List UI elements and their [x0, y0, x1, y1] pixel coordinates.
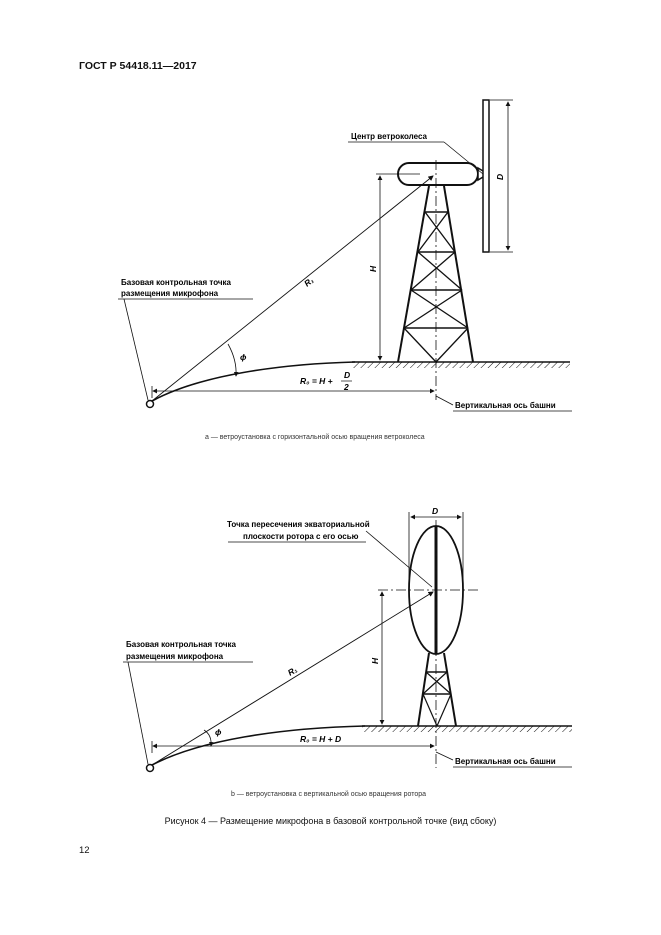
label-h-b: H	[370, 657, 380, 664]
label-phi-b: ϕ	[215, 727, 222, 737]
axis-label-a: Вертикальная ось башни	[455, 401, 556, 410]
standard-header: ГОСТ Р 54418.11—2017	[79, 60, 197, 72]
caption-b: b — ветроустановка с вертикальной осью вращения ротора	[231, 791, 427, 798]
caption-a: а — ветроустановка с горизонтальной осью вращения ветроколеса	[205, 434, 425, 441]
ref-point-label-a-2: размещения микрофона	[121, 289, 219, 298]
rotor-label-b-2: плоскости ротора с его осью	[243, 532, 359, 541]
label-d-a: D	[495, 173, 505, 180]
tower-b	[418, 653, 456, 726]
ref-point-label-b-2: размещения микрофона	[126, 652, 224, 661]
microphone-point-b	[147, 765, 154, 772]
rotor-label-b-1: Точка пересечения экваториальной	[227, 520, 370, 529]
label-r0-a: R₀ = H +	[300, 376, 333, 386]
ref-point-label-b-1: Базовая контрольная точка	[126, 640, 236, 649]
hub-label: Центр ветроколеса	[351, 132, 427, 141]
dimension-h-b	[370, 592, 382, 724]
label-r0-frac-den: 2	[344, 382, 349, 392]
label-r0-b: R₀ = H + D	[300, 734, 342, 744]
figure-caption: Рисунок 4 — Размещение микрофона в базовой контрольной точке (вид сбоку)	[164, 816, 497, 826]
label-d-b: D	[432, 506, 439, 516]
ground-b	[362, 726, 572, 732]
axis-label-b: Вертикальная ось башни	[455, 757, 556, 766]
page-number: 12	[79, 845, 90, 856]
label-r1-a: R₁	[302, 275, 316, 289]
label-phi-a: ϕ	[240, 352, 247, 362]
label-h-a: H	[368, 265, 378, 272]
ref-point-label-a-1: Базовая контрольная точка	[121, 278, 231, 287]
label-r1-b: R₁	[285, 664, 299, 678]
slant-r1-b	[152, 592, 433, 765]
label-r0-frac-num: D	[344, 370, 351, 380]
